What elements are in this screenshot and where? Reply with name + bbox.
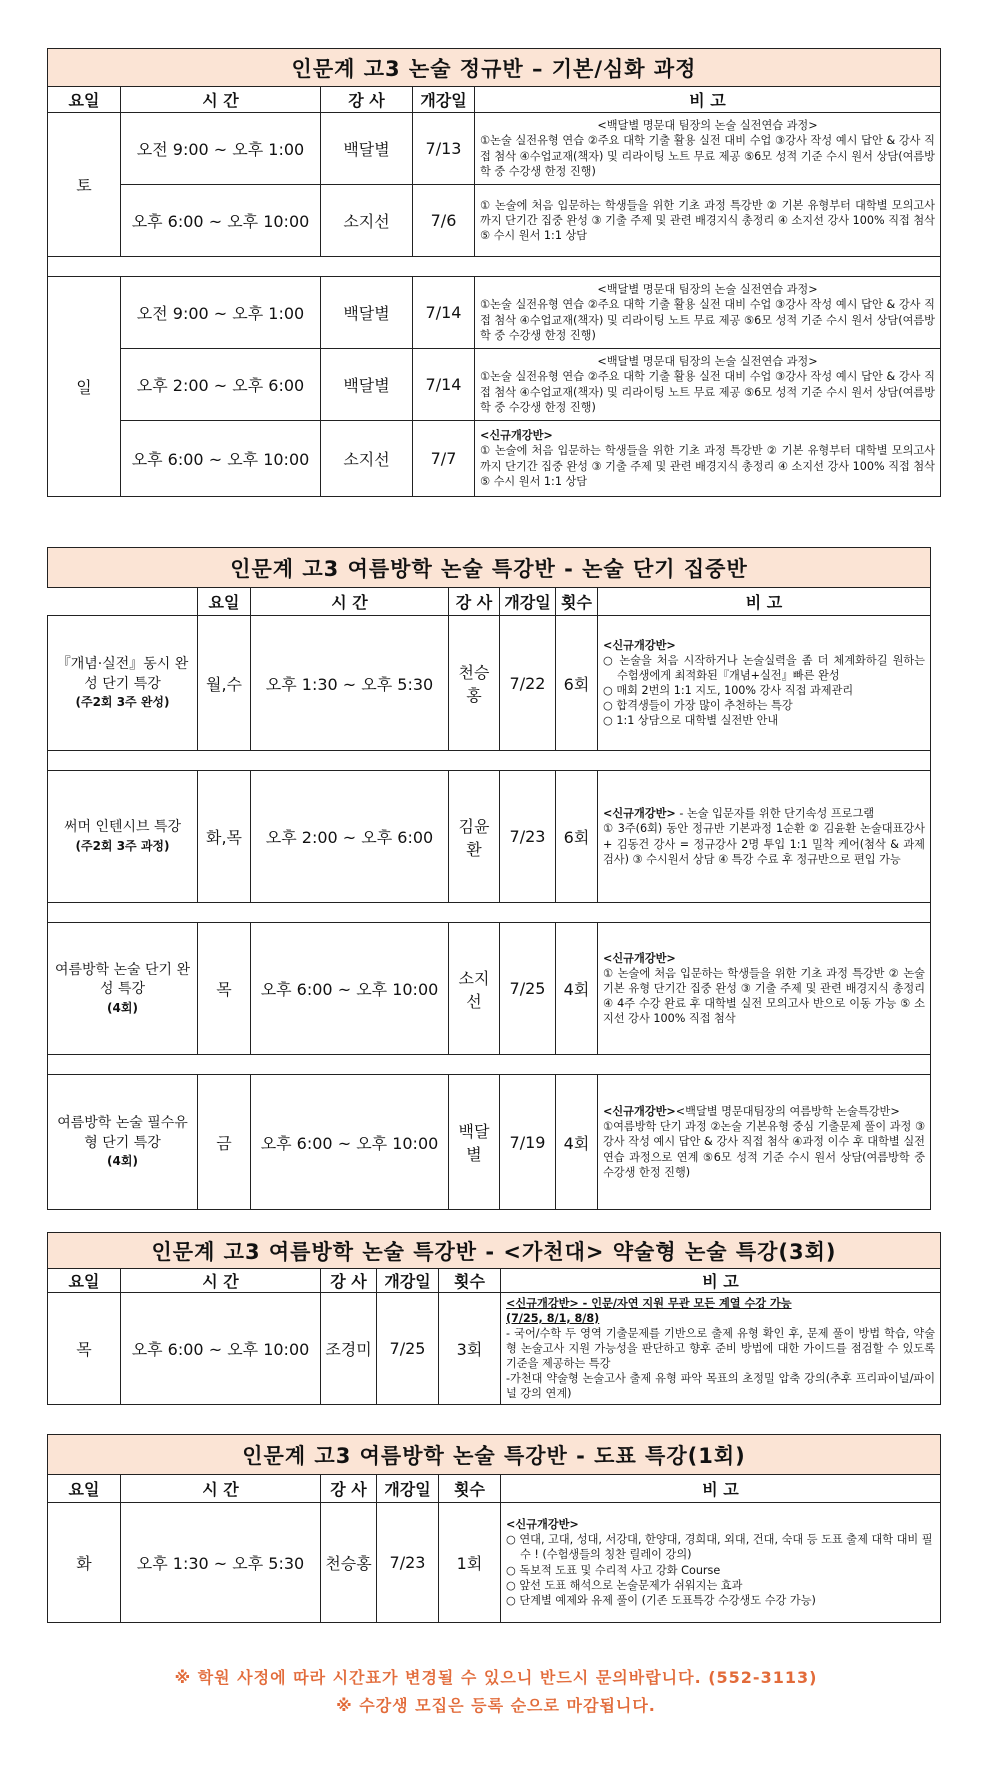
note-subheading: - 논술 입문자를 위한 단기속성 프로그램 [675,807,875,821]
list-item: ○ 매회 2번의 1:1 지도, 100% 강사 직접 과제관리 [603,684,854,697]
list-item: ○ 단계별 예제와 유제 풀이 (기존 도표특강 수강생도 수강 가능) [506,1593,816,1607]
table-row [48,421,941,497]
course-name: 여름방학 논술 필수유형 단기 특강 [57,1115,188,1151]
list-item: ○ 1:1 상담으로 대학별 실전반 안내 [603,714,779,728]
time-cell: 오후 1:30 ~ 오후 5:30 [251,616,449,751]
course-sub: (4회) [107,1154,138,1169]
note-text: - 국어/수학 두 영역 기출문제를 기반으로 출제 유형 확인 후, 문제 풀이 방법 학습, 약술형 논술고사 지원 가능성을 판단하고 향후 준비 방법에 대한 가이드를 점검할 수 있도록 기준을 제공하는 특강 [506,1326,935,1371]
teacher-cell: 천승홍 [449,616,500,751]
time-cell: 오전 9:00 ~ 오후 1:00 [121,277,321,349]
header-note: 비 고 [475,87,941,113]
day-cell: 화,목 [198,771,251,903]
note-text: ①논술 실전유형 연습 ②주요 대학 기출 활용 실전 대비 수업 ③강사 작성 예시 답안 & 강사 직접 첨삭 ④수업교재(책자) 및 리라이팅 노트 무료 제공 ⑤6모 성적 기준 수시 원서 상담(여름방학 중 수강생 한정 진행) [480,298,935,342]
note-heading: <백달별 명문대 팀장의 논술 실전연습 과정> [597,355,818,369]
header-teacher: 강 사 [449,588,500,616]
time-cell: 오전 9:00 ~ 오후 1:00 [121,113,321,185]
header-note: 비 고 [501,1475,941,1503]
teacher-cell: 소지선 [321,421,413,497]
regular-class-table [47,48,941,497]
header-time: 시 간 [121,1475,321,1503]
time-cell: 오후 6:00 ~ 오후 10:00 [251,923,449,1055]
course-name-cell [48,771,198,903]
spacer-row [48,751,931,771]
start-cell: 7/14 [413,277,475,349]
table-row [48,113,941,185]
course-name: 『개념·실전』동시 완성 단기 특강 [56,656,189,692]
list-item: ○ 합격생들이 가장 많이 추천하는 특강 [603,699,793,713]
footer-notice-1: ※ 학원 사정에 따라 시간표가 변경될 수 있으니 반드시 문의바랍니다. (552-3113) [174,1668,818,1687]
header-note: 비 고 [501,1269,941,1293]
day-cell: 일 [48,277,121,497]
list-item: ○ 독보적 도표 및 수리적 사고 강화 Course [506,1563,721,1577]
time-cell: 오후 6:00 ~ 오후 10:00 [121,185,321,257]
count-cell: 4회 [556,923,598,1055]
note-heading: <백달별 명문대 팀장의 논술 실전연습 과정> [597,283,818,297]
chart-class-table [47,1434,941,1623]
teacher-cell: 백달별 [321,113,413,185]
start-cell: 7/6 [413,185,475,257]
note-cell [501,1293,941,1405]
day-cell: 목 [48,1293,121,1405]
table-title: 인문계 고3 여름방학 논술 특강반 - 도표 특강(1회) [48,1435,941,1475]
note-text: ①논술 실전유형 연습 ②주요 대학 기출 활용 실전 대비 수업 ③강사 작성 예시 답안 & 강사 직접 첨삭 ④수업교재(책자) 및 리라이팅 노트 무료 제공 ⑤6모 성적 기준 수시 원서 상담(여름방학 중 수강생 한정 진행) [480,370,935,414]
header-count: 횟수 [556,588,598,616]
count-cell: 4회 [556,1075,598,1210]
count-cell: 6회 [556,616,598,751]
table-title: 인문계 고3 여름방학 논술 특강반 - 논술 단기 집중반 [48,548,931,588]
note-list [603,653,925,729]
teacher-cell: 백달별 [449,1075,500,1210]
table-row [48,616,931,751]
header-start: 개강일 [500,588,556,616]
note-heading: <신규개강반> [506,1518,579,1532]
teacher-cell: 소지선 [449,923,500,1055]
table-row [48,1503,941,1623]
footer-notice-2: ※ 수강생 모집은 등록 순으로 마감됩니다. [336,1696,656,1715]
time-cell: 오후 1:30 ~ 오후 5:30 [121,1503,321,1623]
teacher-cell: 조경미 [321,1293,377,1405]
course-name-cell [48,1075,198,1210]
table-row [48,1293,941,1405]
time-cell: 오후 2:00 ~ 오후 6:00 [251,771,449,903]
header-count: 횟수 [439,1269,501,1293]
spacer-row [48,257,941,277]
start-cell: 7/25 [500,923,556,1055]
time-cell: 오후 6:00 ~ 오후 10:00 [251,1075,449,1210]
start-cell: 7/25 [377,1293,439,1405]
header-day: 요일 [48,1475,121,1503]
note-cell [475,421,941,497]
teacher-cell: 백달별 [321,349,413,421]
start-cell: 7/22 [500,616,556,751]
day-cell: 목 [198,923,251,1055]
header-time: 시 간 [121,1269,321,1293]
course-sub: (주2회 3주 완성) [75,695,170,710]
header-teacher: 강 사 [321,1475,377,1503]
day-cell: 화 [48,1503,121,1623]
note-heading: <신규개강반> - 인문/자연 지원 무관 모든 계열 수강 가능 [506,1296,792,1310]
start-cell: 7/13 [413,113,475,185]
header-teacher: 강 사 [321,87,413,113]
table-row [48,185,941,257]
header-start: 개강일 [377,1475,439,1503]
gachon-class-table [47,1232,941,1405]
note-subheading: <백달별 명문대팀장의 여름방학 논술특강반> [675,1105,900,1119]
header-start: 개강일 [377,1269,439,1293]
note-text: ① 논술에 처음 입문하는 학생들을 위한 기초 과정 특강반 ② 논술 기본 유형 단기간 집중 완성 ③ 기출 주제 및 관련 배경지식 총정리 ④ 4주 수강 완료 후 대학별 실전 모의고사 반으로 이동 가능 ⑤ 소지선 강사 100% 직접 첨삭 [603,966,925,1026]
start-cell: 7/23 [500,771,556,903]
course-name: 써머 인텐시브 특강 [63,819,182,836]
header-count: 횟수 [439,1475,501,1503]
time-cell: 오후 2:00 ~ 오후 6:00 [121,349,321,421]
header-day: 요일 [48,1269,121,1293]
intensive-class-table [47,547,931,1210]
note-heading: <신규개강반> [603,951,676,965]
note-heading: <신규개강반> [480,429,553,443]
course-sub: (4회) [107,1000,138,1015]
note-heading: <신규개강반> [603,1105,676,1119]
table-title: 인문계 고3 여름방학 논술 특강반 - <가천대> 약술형 논술 특강(3회) [48,1233,941,1269]
header-start: 개강일 [413,87,475,113]
course-name: 여름방학 논술 단기 완성 특강 [54,961,191,998]
start-cell: 7/7 [413,421,475,497]
note-cell [475,113,941,185]
list-item: ○ 연대, 고대, 성대, 서강대, 한양대, 경희대, 외대, 건대, 숙대 등 도표 출제 대학 대비 필수 ! (수험생들의 칭찬 릴레이 강의) [506,1533,933,1562]
header-day: 요일 [48,87,121,113]
time-cell: 오후 6:00 ~ 오후 10:00 [121,421,321,497]
count-cell: 1회 [439,1503,501,1623]
day-cell: 금 [198,1075,251,1210]
note-heading: <신규개강반> [603,807,676,821]
table-row [48,1075,931,1210]
note-heading: <백달별 명문대 팀장의 논술 실전연습 과정> [597,119,818,133]
note-list [506,1532,935,1608]
note-text: ① 논술에 처음 입문하는 학생들을 위한 기초 과정 특강반 ② 기본 유형부터 대학별 모의고사까지 단기간 집중 완성 ③ 기출 주제 및 관련 배경지식 총정리 ④ 소지선 강사 100% 직접 첨삭 ⑤ 수시 원서 1:1 상담 [480,444,935,488]
note-cell [598,1075,931,1210]
header-note: 비 고 [598,588,931,616]
header-time: 시 간 [251,588,449,616]
start-cell: 7/19 [500,1075,556,1210]
note-text: ①논술 실전유형 연습 ②주요 대학 기출 활용 실전 대비 수업 ③강사 작성 예시 답안 & 강사 직접 첨삭 ④수업교재(책자) 및 리라이팅 노트 무료 제공 ⑤6모 성적 기준 수시 원서 상담(여름방학 중 수강생 한정 진행) [480,134,935,178]
note-dates: (7/25, 8/1, 8/8) [506,1311,600,1325]
teacher-cell: 백달별 [321,277,413,349]
note-cell [598,771,931,903]
header-time: 시 간 [121,87,321,113]
count-cell: 6회 [556,771,598,903]
header-teacher: 강 사 [321,1269,377,1293]
table-row [48,277,941,349]
note-heading: <신규개강반> [603,638,676,652]
table-row [48,923,931,1055]
note-cell [501,1503,941,1623]
time-cell: 오후 6:00 ~ 오후 10:00 [121,1293,321,1405]
start-cell: 7/23 [377,1503,439,1623]
table-row [48,349,941,421]
course-sub: (주2회 3주 과정) [75,838,170,853]
note-cell [598,923,931,1055]
spacer-row [48,1055,931,1075]
note-cell: ① 논술에 처음 입문하는 학생들을 위한 기초 과정 특강반 ② 기본 유형부터 대학별 모의고사까지 단기간 집중 완성 ③ 기출 주제 및 관련 배경지식 총정리 ④ 소지선 강사 100% 직접 첨삭 ⑤ 수시 원서 1:1 상담 [475,185,941,257]
note-cell [475,277,941,349]
day-cell: 월,수 [198,616,251,751]
note-text: ① 3주(6회) 동안 정규반 기본과정 1순환 ② 김윤환 논술대표강사 + 김동건 강사 = 정규강사 2명 투입 1:1 밀착 케어(첨삭 & 과제 검사) ③ 수시원서 상담 ④ 특강 수료 후 정규반으로 편입 가능 [603,822,925,866]
note-text: ①여름방학 단기 과정 ②논술 기본유형 중심 기출문제 풀이 과정 ③강사 작성 예시 답안 & 강사 직접 첨삭 ④과정 이수 후 대학별 실전연습 과정으로 연계 ⑤6모 성적 기준 수시 원서 상담(여름방학 중 수강생 한정 진행) [603,1120,925,1179]
note-text-2: -가천대 약술형 논술고사 출제 유형 파악 목표의 초정밀 압축 강의(추후 프리파이널/파이널 강의 연계) [506,1372,935,1401]
table-row [48,771,931,903]
note-cell [475,349,941,421]
header-day: 요일 [198,588,251,616]
list-item: ○ 앞선 도표 해석으로 논술문제가 쉬워지는 효과 [506,1578,743,1592]
teacher-cell: 소지선 [321,185,413,257]
start-cell: 7/14 [413,349,475,421]
count-cell: 3회 [439,1293,501,1405]
spacer-row [48,903,931,923]
course-name-cell [48,616,198,751]
table-title: 인문계 고3 논술 정규반 – 기본/심화 과정 [48,49,941,87]
course-name-cell [48,923,198,1055]
teacher-cell: 김윤환 [449,771,500,903]
list-item: ○ 논술을 처음 시작하거나 논술실력을 좀 더 체계화하길 원하는 수험생에게 최적화된『개념+실전』빠른 완성 [603,653,925,682]
header-blank [48,588,198,616]
note-cell [598,616,931,751]
teacher-cell: 천승홍 [321,1503,377,1623]
day-cell: 토 [48,113,121,257]
